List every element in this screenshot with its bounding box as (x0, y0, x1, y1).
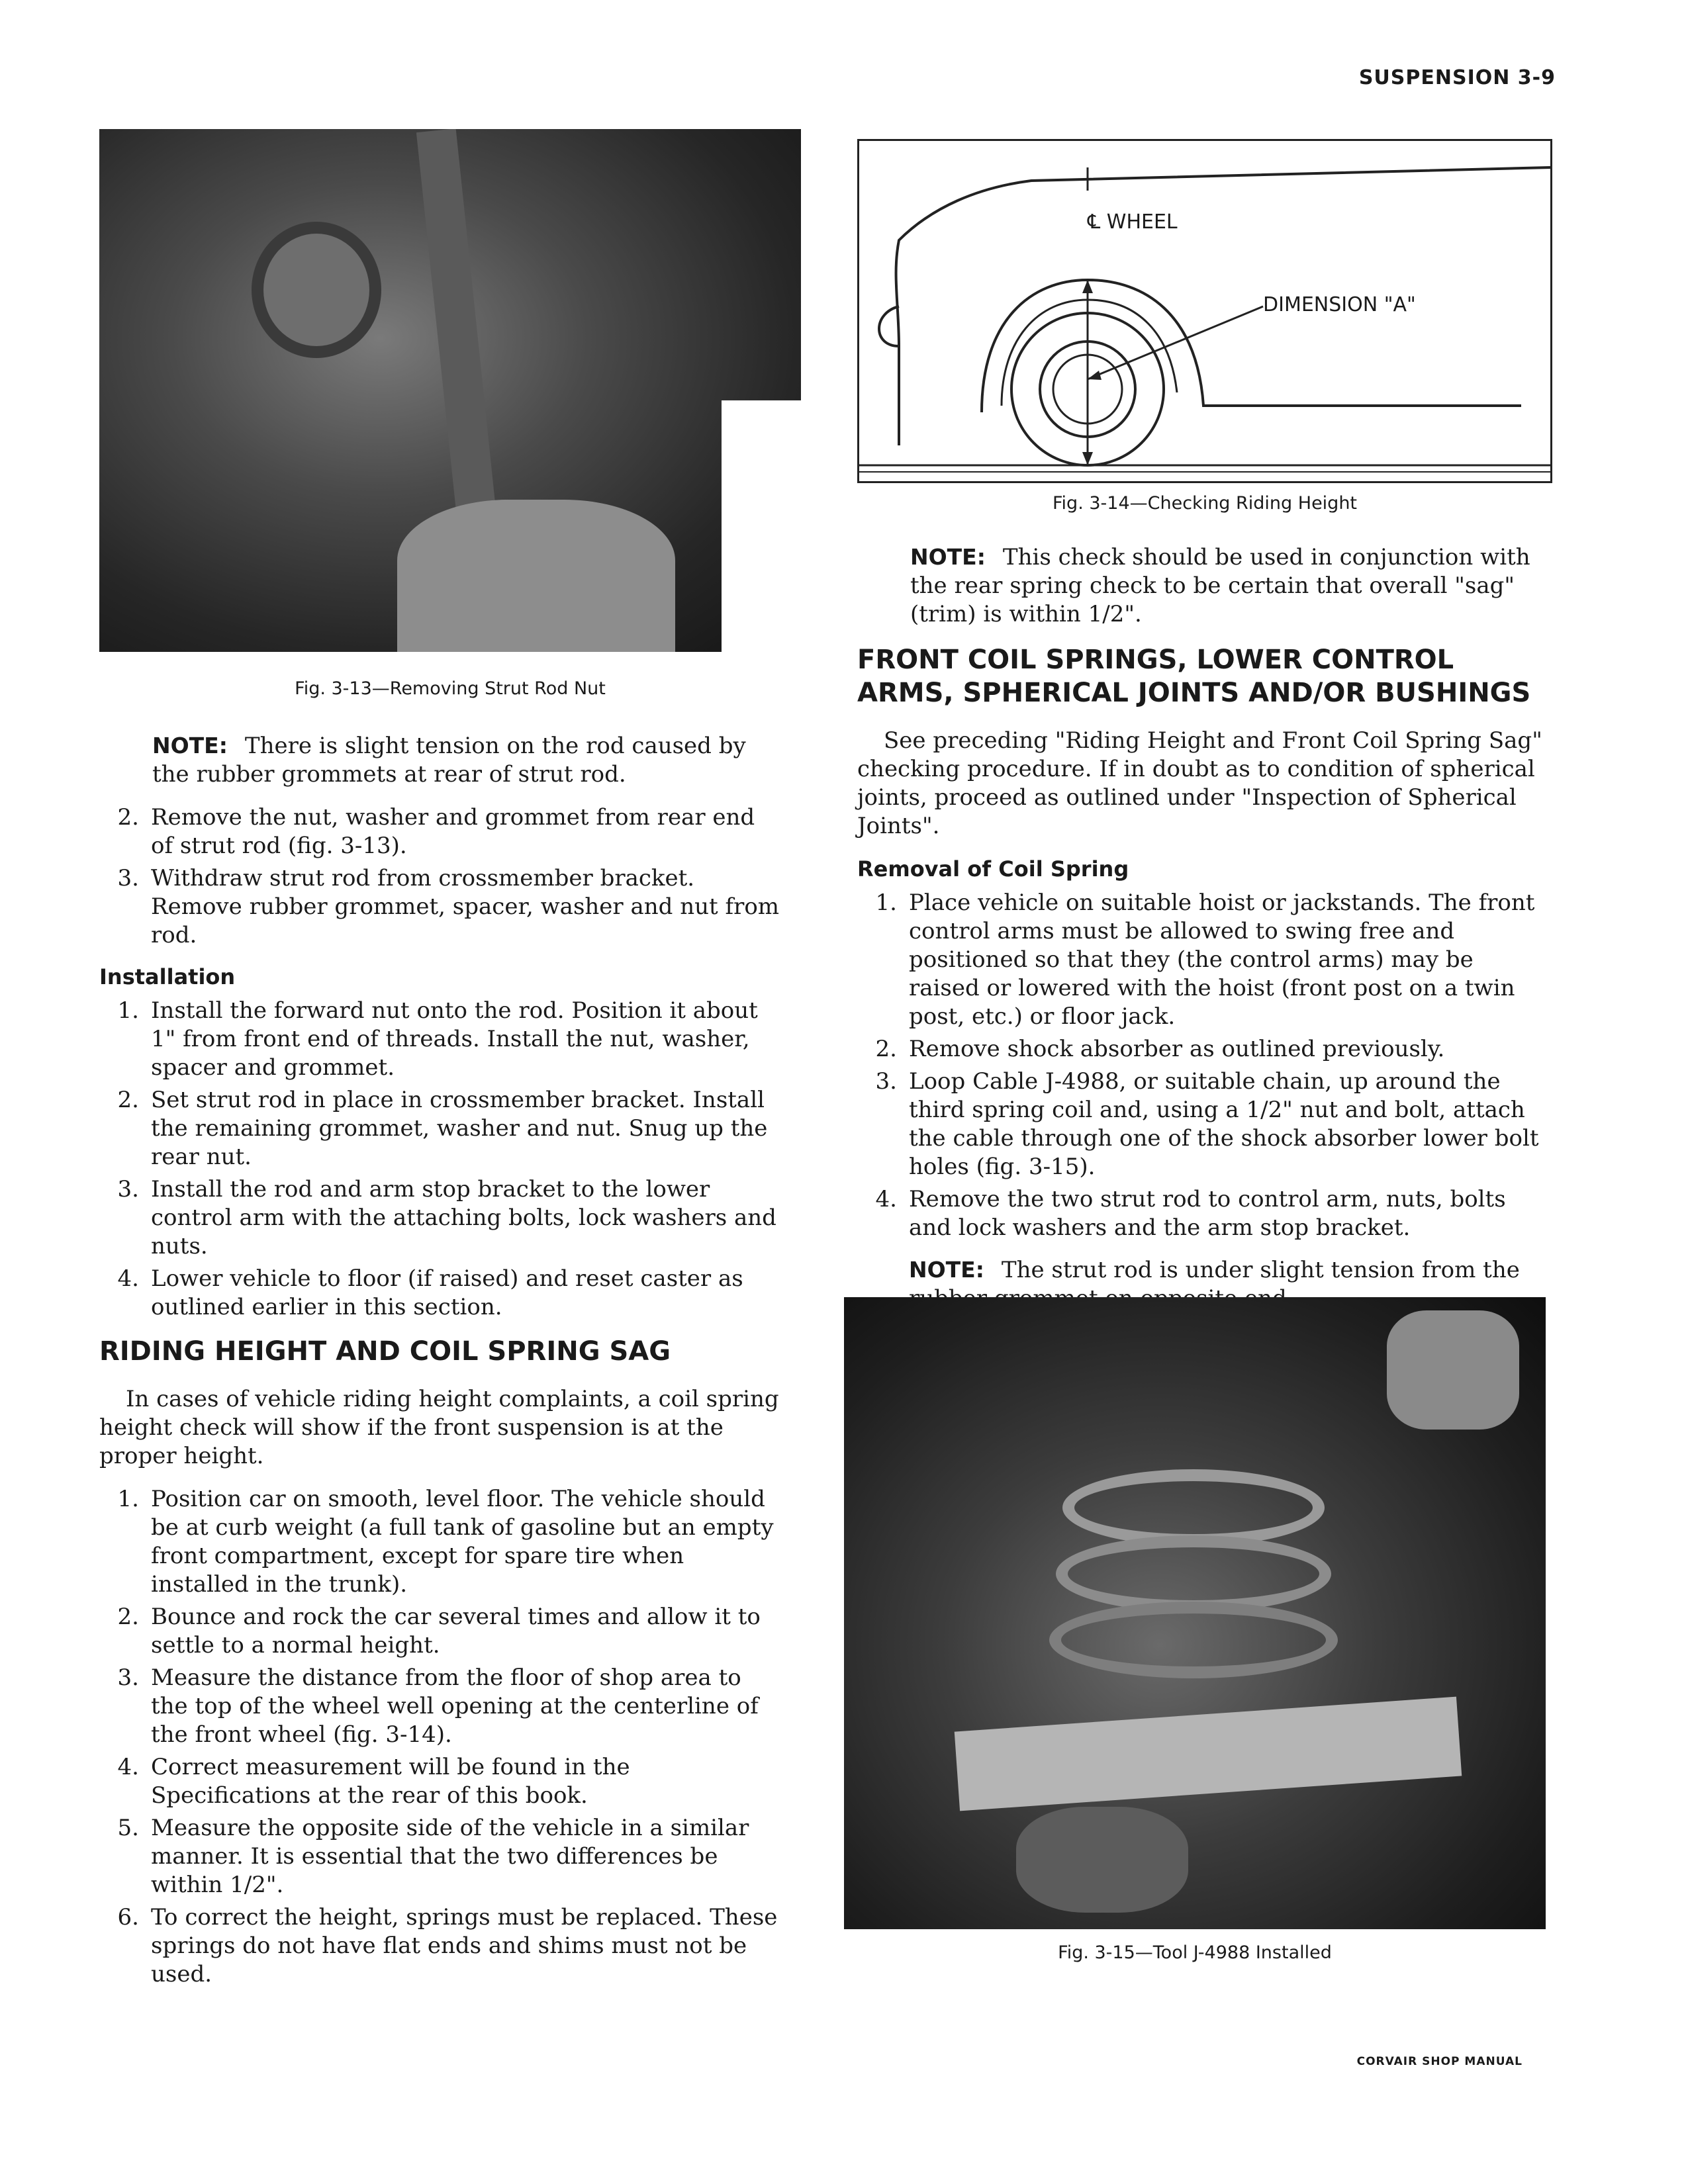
front-coil-intro: See preceding "Riding Height and Front Coil Spring Sag" checking procedure. If in doubt as to condition of spherical joints, proceed as outlined under "Inspection of Spherical Joints". (857, 727, 1542, 839)
riding-height-steps (99, 1485, 781, 1989)
list-item: 4. Remove the two strut rod to control arm, nuts, bolts and lock washers and the arm stop bracket. (875, 1186, 1506, 1241)
left-column (99, 731, 781, 2002)
wheel-centerline-label: ℄ WHEEL (1088, 210, 1178, 234)
fig-3-14-caption: Fig. 3-14—Checking Riding Height (1052, 493, 1358, 514)
note-strut-tension (99, 731, 781, 789)
note-label: NOTE: (910, 544, 986, 570)
list-item: 1. Install the forward nut onto the rod. Position it about 1" from front end of threads. Install the nut, washer, spacer and grommet. (117, 997, 758, 1081)
list-item: 4. Correct measurement will be found in the Specifications at the rear of this book. (117, 1754, 630, 1809)
note-sag-check (857, 543, 1549, 629)
list-item: 2. Remove shock absorber as outlined previously. (875, 1036, 1445, 1062)
fig-3-15-caption: Fig. 3-15—Tool J-4988 Installed (1058, 1942, 1332, 1963)
list-item: 6. To correct the height, springs must be replaced. These springs do not have flat ends and shims must not be used. (117, 1904, 778, 1987)
list-item: 3. Withdraw strut rod from crossmember bracket. Remove rubber grommet, spacer, washer and nut from rod. (117, 865, 780, 948)
list-item: 2. Bounce and rock the car several times and allow it to settle to a normal height. (117, 1604, 761, 1659)
riding-height-intro: In cases of vehicle riding height complaints, a coil spring height check will show if the front suspension is at the proper height. (99, 1386, 779, 1469)
fig-3-13-caption: Fig. 3-13—Removing Strut Rod Nut (295, 678, 606, 699)
fig-3-14-diagram (857, 139, 1552, 483)
removal-steps-continued (99, 803, 781, 950)
riding-height-heading: RIDING HEIGHT AND COIL SPRING SAG (99, 1336, 671, 1367)
note-text: There is slight tension on the rod caused by the rubber grommets at rear of strut rod. (152, 733, 746, 788)
note-text: This check should be used in conjunction with the rear spring check to be certain that overall "sag" (trim) is within 1/2". (910, 544, 1530, 627)
page-header: SUSPENSION 3-9 (1358, 66, 1556, 89)
note-text: The strut rod is under slight tension from the (1001, 1257, 1520, 1283)
removal-coil-spring-steps (857, 889, 1549, 1242)
list-item: 1. Place vehicle on suitable hoist or jackstands. The front control arms must be allowed to swing free and positioned so that they (the control arms) may be raised or lowered with the hoist (front post on a twin post, etc.) or floor jack. (875, 889, 1535, 1030)
list-item: 3. Loop Cable J-4988, or suitable chain, up around the third spring coil and, using a 1/2" nut and bolt, attach the cable through one of the shock absorber lower bolt holes (fig. 3-15). (875, 1068, 1539, 1180)
fig-3-13-photo (99, 129, 801, 652)
list-item: 3. Measure the distance from the floor of shop area to the top of the wheel well opening at the centerline of the front wheel (fig. 3-14). (117, 1664, 759, 1748)
front-coil-springs-heading: FRONT COIL SPRINGS, LOWER CONTROL ARMS, SPHERICAL JOINTS AND/OR BUSHINGS (857, 645, 1531, 708)
note-label: NOTE: (909, 1257, 984, 1283)
list-item: 5. Measure the opposite side of the vehicle in a similar manner. It is essential that the two differences be within 1/2". (117, 1815, 749, 1898)
fig-3-15-photo (844, 1297, 1546, 1929)
page-footer: CORVAIR SHOP MANUAL (1356, 2055, 1523, 2068)
dimension-a-label: DIMENSION "A" (1263, 293, 1416, 316)
installation-heading: Installation (99, 964, 236, 989)
list-item: 1. Position car on smooth, level floor. The vehicle should be at curb weight (a full tank of gasoline but an empty front compartment, except for spare tire when installed in the trunk). (117, 1486, 774, 1598)
removal-coil-spring-heading: Removal of Coil Spring (857, 856, 1129, 882)
installation-steps (99, 997, 781, 1322)
note-label: NOTE: (152, 733, 228, 758)
right-column (857, 543, 1549, 1328)
list-item: 4. Lower vehicle to floor (if raised) and reset caster as outlined earlier in this section. (117, 1265, 743, 1320)
list-item: 2. Set strut rod in place in crossmember bracket. Install the remaining grommet, washer and nut. Snug up the rear nut. (117, 1087, 768, 1170)
list-item: 2. Remove the nut, washer and grommet from rear end of strut rod (fig. 3-13). (117, 804, 755, 859)
list-item: 3. Install the rod and arm stop bracket to the lower control arm with the attaching bolts, lock washers and nuts. (117, 1176, 776, 1259)
